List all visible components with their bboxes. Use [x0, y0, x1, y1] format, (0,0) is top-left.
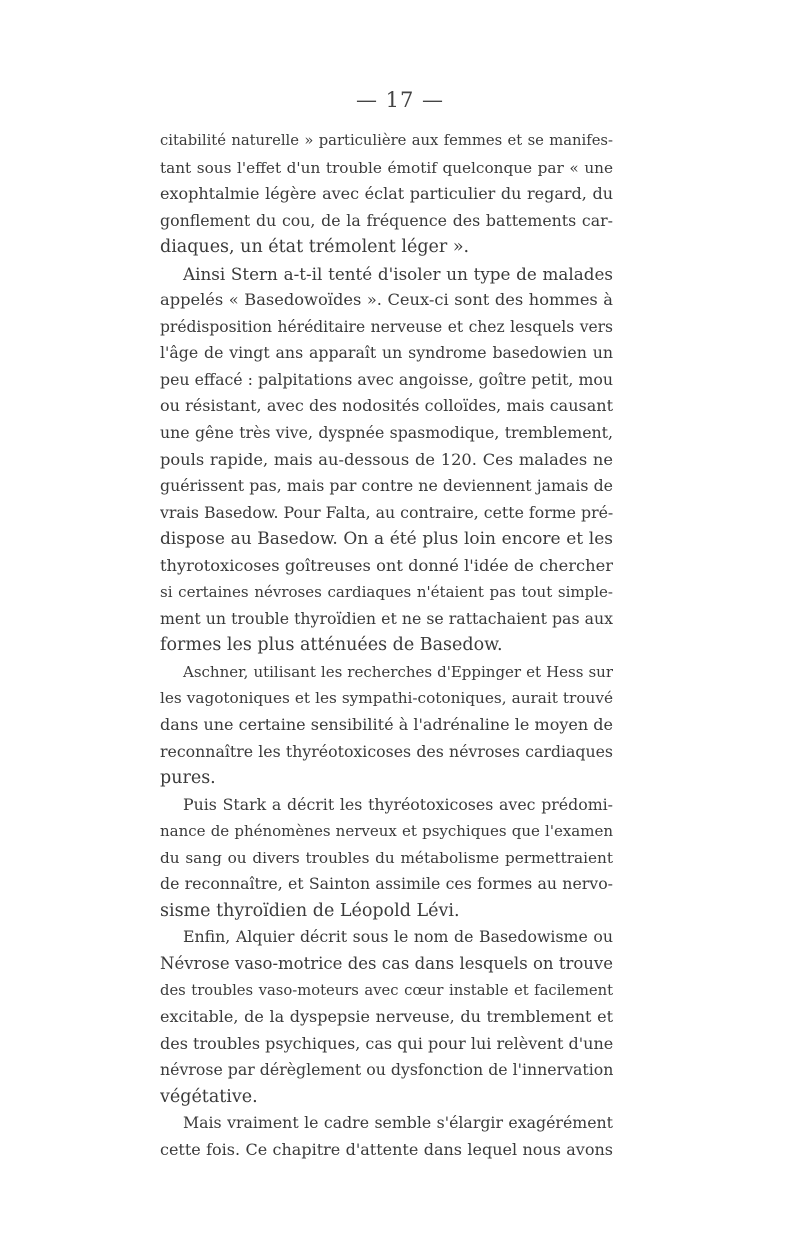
- body-text: [160, 128, 613, 1163]
- text-line: cette fois. Ce chapitre d'attente dans lequel nous avons: [160, 1139, 613, 1159]
- text-line: dans une certaine sensibilité à l'adrénaline le moyen de: [160, 715, 613, 735]
- text-line: névrose par dérèglement ou dysfonction de l'innervation: [160, 1060, 613, 1080]
- text-line: Aschner, utilisant les recherches d'Eppinger et Hess sur: [183, 662, 613, 681]
- page-number: — 17 —: [355, 88, 445, 112]
- text-line: peu effacé : palpitations avec angoisse, goître petit, mou: [160, 369, 613, 389]
- text-line: Mais vraiment le cadre semble s'élargir exagérément: [183, 1113, 613, 1133]
- text-line: si certaines névroses cardiaques n'étaient pas tout simple-: [160, 583, 613, 602]
- text-line: thyrotoxicoses goîtreuses ont donné l'idée de chercher: [160, 555, 613, 575]
- text-line: formes les plus atténuées de Basedow.: [160, 635, 503, 656]
- text-line: Puis Stark a décrit les thyréotoxicoses avec prédomi-: [183, 794, 613, 814]
- text-line: végétative.: [160, 1086, 258, 1107]
- text-line: l'âge de vingt ans apparaît un syndrome basedowien un: [160, 343, 613, 363]
- text-line: diaques, un état trémolent léger ».: [160, 237, 470, 258]
- text-line: prédisposition héréditaire nerveuse et chez lesquels vers: [160, 317, 613, 336]
- text-line: nance de phénomènes nerveux et psychiques que l'examen: [160, 822, 613, 841]
- text-line: une gêne très vive, dyspnée spasmodique, tremblement,: [160, 423, 613, 443]
- text-line: Enfin, Alquier décrit sous le nom de Basedowisme ou: [183, 927, 613, 947]
- text-line: citabilité naturelle » particulière aux femmes et se manifes-: [160, 132, 613, 149]
- text-line: pouls rapide, mais au-dessous de 120. Ces malades ne: [160, 449, 613, 469]
- text-line: de reconnaître, et Sainton assimile ces formes au nervo-: [160, 874, 613, 894]
- text-line: des troubles psychiques, cas qui pour lui relèvent d'une: [160, 1033, 613, 1053]
- text-line: ment un trouble thyroïdien et ne se rattachaient pas aux: [160, 608, 613, 628]
- text-line: dispose au Basedow. On a été plus loin encore et les: [160, 529, 613, 550]
- text-line: Névrose vaso-motrice des cas dans lesquels on trouve: [160, 953, 613, 973]
- text-line: gonflement du cou, de la fréquence des battements car-: [160, 210, 613, 230]
- text-line: Ainsi Stern a-t-il tenté d'isoler un type de malades: [183, 263, 613, 284]
- text-line: des troubles vaso-moteurs avec cœur instable et facilement: [160, 981, 613, 999]
- text-line: les vagotoniques et les sympathi-cotoniques, aurait trouvé: [160, 689, 613, 708]
- text-line: du sang ou divers troubles du métabolisme permettraient: [160, 848, 613, 867]
- text-line: excitable, de la dyspepsie nerveuse, du tremblement et: [160, 1007, 613, 1027]
- text-line: sisme thyroïdien de Léopold Lévi.: [160, 900, 460, 921]
- text-line: appelés « Basedowoïdes ». Ceux-ci sont des hommes à: [160, 290, 613, 310]
- text-line: ou résistant, avec des nodosités colloïdes, mais causant: [160, 396, 613, 416]
- text-line: vrais Basedow. Pour Falta, au contraire, cette forme pré-: [160, 502, 613, 522]
- text-line: exophtalmie légère avec éclat particulier du regard, du: [160, 184, 613, 204]
- text-line: tant sous l'effet d'un trouble émotif quelconque par « une: [160, 158, 613, 177]
- text-line: pures.: [160, 768, 216, 789]
- text-line: reconnaître les thyréotoxicoses des névroses cardiaques: [160, 741, 613, 761]
- text-line: guérissent pas, mais par contre ne deviennent jamais de: [160, 476, 613, 496]
